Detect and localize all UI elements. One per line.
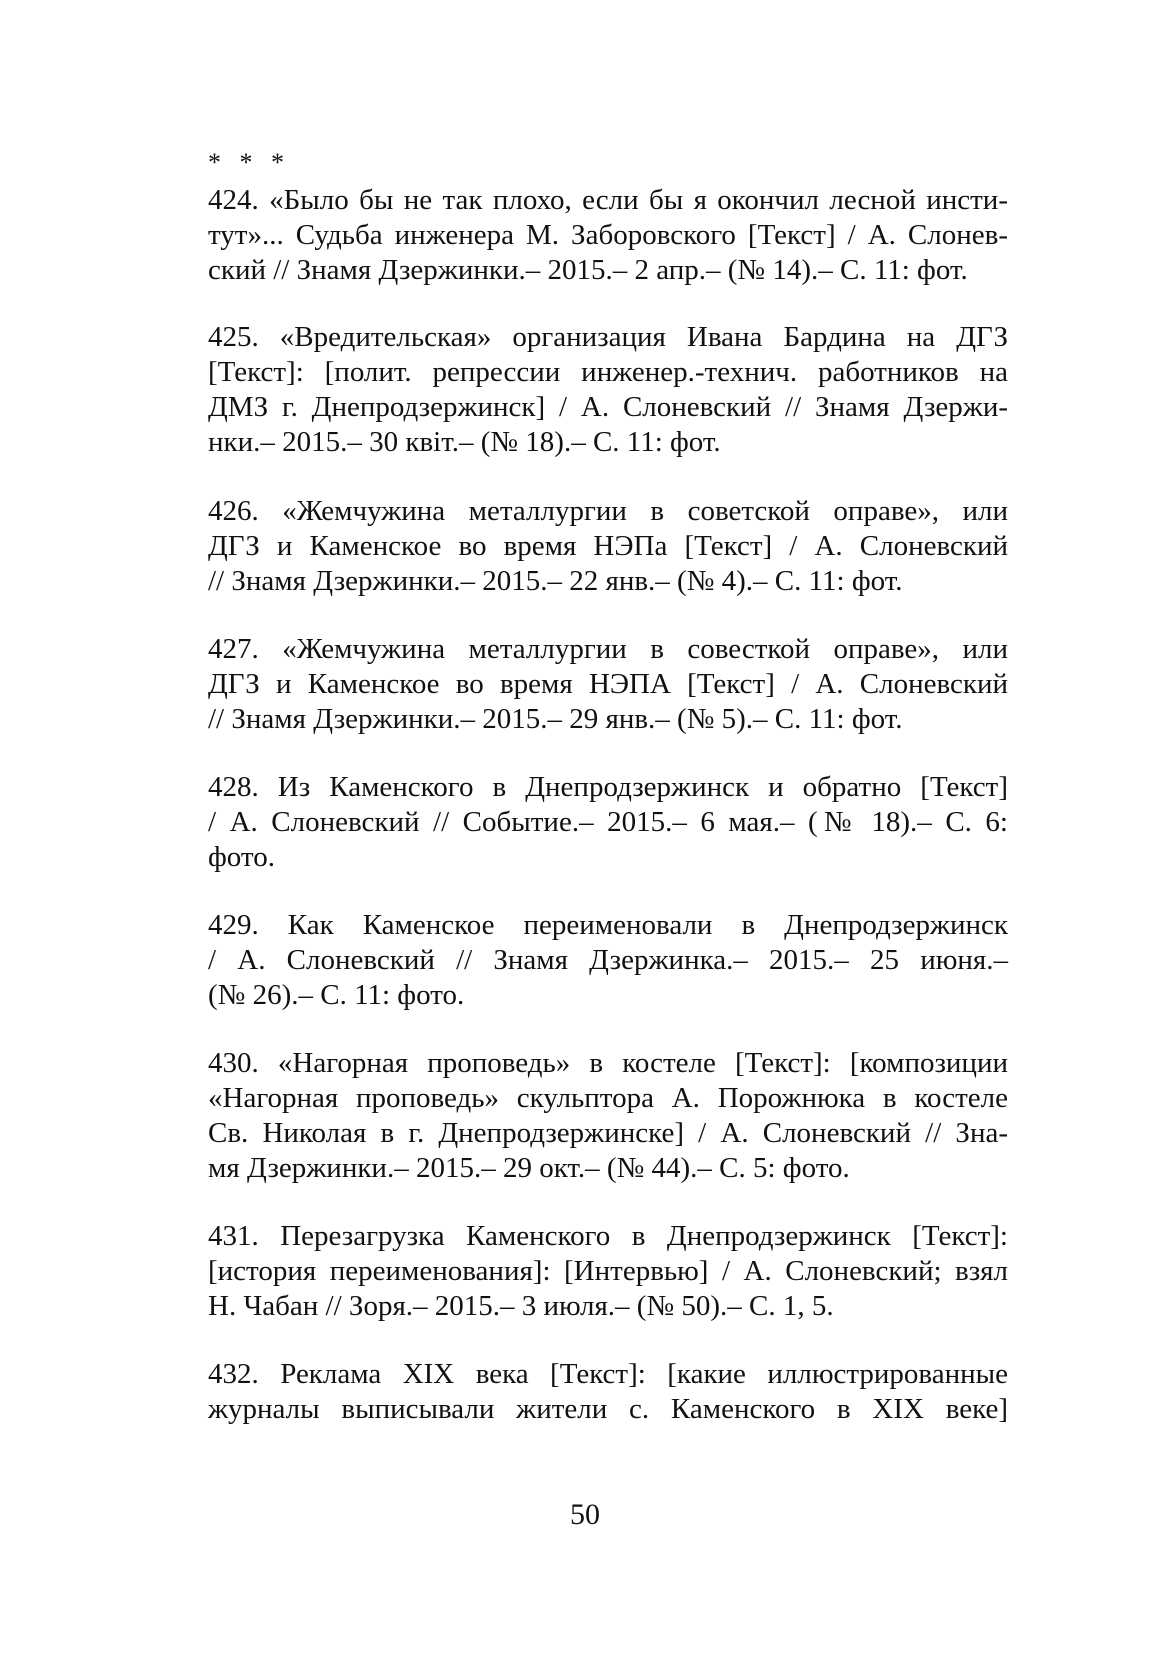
bibliography-entry-432 bbox=[208, 1357, 1008, 1427]
entry-line: ДГЗ и Каменское во время НЭПа [Текст] / А. Слоневский bbox=[208, 530, 1008, 562]
entry-line: 432. Реклама XIX века [Текст]: [какие иллюстрированные bbox=[208, 1358, 1008, 1390]
bibliography-entry-424 bbox=[208, 183, 1008, 288]
bibliography-entry-428 bbox=[208, 770, 1008, 875]
entry-line: фото. bbox=[208, 841, 275, 873]
entry-line: нки.– 2015.– 30 квіт.– (№ 18).– С. 11: фот. bbox=[208, 426, 721, 458]
entry-line: журналы выписывали жители с. Каменского в XIX веке] bbox=[208, 1393, 1008, 1425]
bibliography-entry-429 bbox=[208, 908, 1008, 1013]
entry-line: ский // Знамя Дзержинки.– 2015.– 2 апр.– (№ 14).– С. 11: фот. bbox=[208, 254, 968, 286]
entry-line: 428. Из Каменского в Днепродзержинск и обратно [Текст] bbox=[208, 771, 1008, 803]
bibliography-entry-425 bbox=[208, 320, 1008, 460]
entry-line: [история переименования]: [Интервью] / А. Слоневский; взял bbox=[208, 1255, 1008, 1287]
bibliography-entry-431 bbox=[208, 1219, 1008, 1324]
entry-line: ДГЗ и Каменское во время НЭПА [Текст] / А. Слоневский bbox=[208, 668, 1008, 700]
section-separator: * * * bbox=[208, 148, 290, 177]
bibliography-entry-426 bbox=[208, 494, 1008, 599]
entry-line: / А. Слоневский // Событие.– 2015.– 6 мая.– (№ 18).– С. 6: bbox=[208, 806, 1008, 838]
entry-line: тут»... Судьба инженера М. Заборовского [Текст] / А. Слонев- bbox=[208, 219, 1008, 251]
entry-line: 430. «Нагорная проповедь» в костеле [Текст]: [композиции bbox=[208, 1047, 1008, 1079]
entry-line: Св. Николая в г. Днепродзержинске] / А. Слоневский // Зна- bbox=[208, 1117, 1008, 1149]
entry-line: 431. Перезагрузка Каменского в Днепродзержинск [Текст]: bbox=[208, 1220, 1008, 1252]
entry-line: 427. «Жемчужина металлургии в совесткой оправе», или bbox=[208, 633, 1008, 665]
bibliography-entry-430 bbox=[208, 1046, 1008, 1186]
entry-line: мя Дзержинки.– 2015.– 29 окт.– (№ 44).– С. 5: фото. bbox=[208, 1152, 850, 1184]
entry-line: 429. Как Каменское переименовали в Днепродзержинск bbox=[208, 909, 1008, 941]
entry-line: // Знамя Дзержинки.– 2015.– 22 янв.– (№ 4).– С. 11: фот. bbox=[208, 565, 903, 597]
page-number: 50 bbox=[570, 1498, 600, 1531]
entry-line: [Текст]: [полит. репрессии инженер.-технич. работников на bbox=[208, 356, 1008, 388]
entry-line: 425. «Вредительская» организация Ивана Бардина на ДГЗ bbox=[208, 321, 1008, 353]
entry-line: // Знамя Дзержинки.– 2015.– 29 янв.– (№ 5).– С. 11: фот. bbox=[208, 703, 903, 735]
entry-line: «Нагорная проповедь» скульптора А. Порожнюка в костеле bbox=[208, 1082, 1008, 1114]
entry-line: / А. Слоневский // Знамя Дзержинка.– 2015.– 25 июня.– bbox=[208, 944, 1008, 976]
entry-line: 424. «Было бы не так плохо, если бы я окончил лесной инсти- bbox=[208, 184, 1008, 216]
bibliography-entry-427 bbox=[208, 632, 1008, 737]
entry-line: (№ 26).– С. 11: фото. bbox=[208, 979, 465, 1011]
entry-line: 426. «Жемчужина металлургии в советской оправе», или bbox=[208, 495, 1008, 527]
entry-line: Н. Чабан // Зоря.– 2015.– 3 июля.– (№ 50).– С. 1, 5. bbox=[208, 1290, 834, 1322]
entry-line: ДМЗ г. Днепродзержинск] / А. Слоневский // Знамя Дзержи- bbox=[208, 391, 1008, 423]
